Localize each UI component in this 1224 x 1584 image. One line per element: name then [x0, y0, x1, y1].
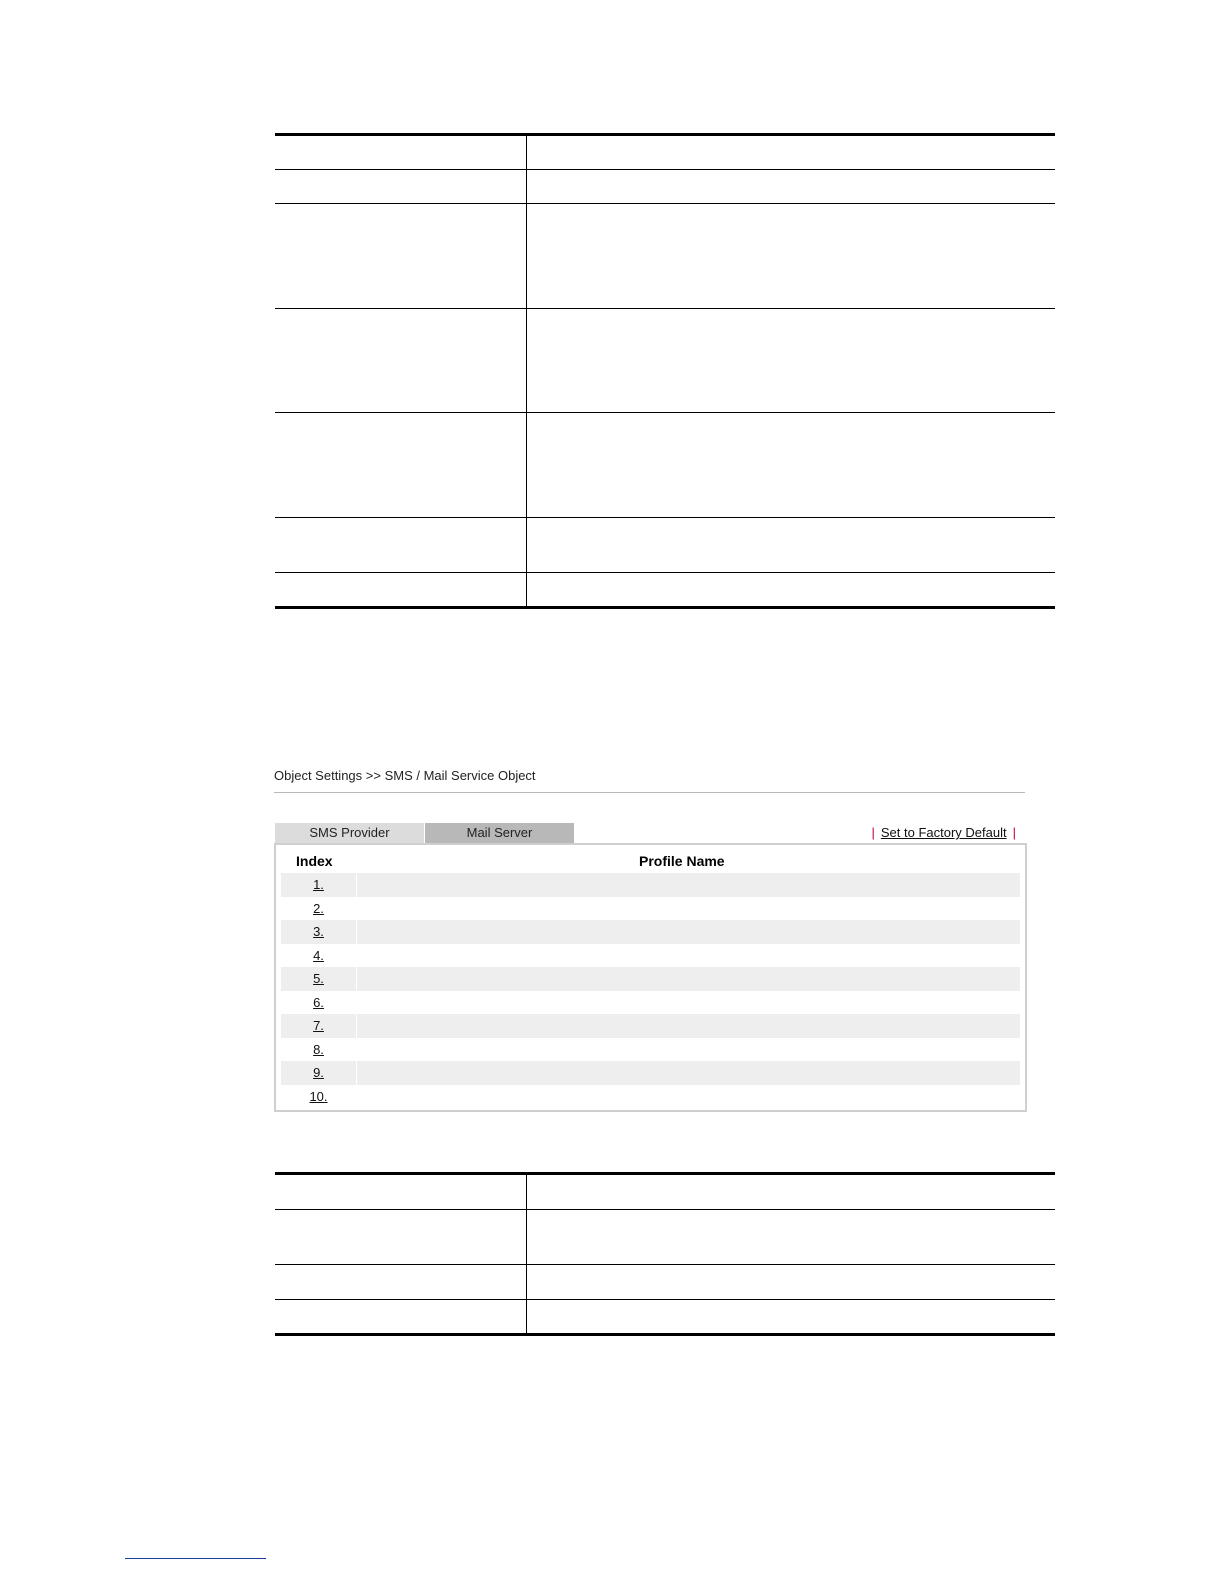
profile-index-link[interactable]: 1.	[313, 877, 324, 892]
profile-name-cell	[357, 944, 1020, 968]
breadcrumb-divider	[274, 792, 1025, 793]
table-row	[281, 1014, 1020, 1038]
profile-name-cell	[357, 991, 1020, 1015]
profile-name-cell	[357, 897, 1020, 921]
table-header	[276, 851, 1025, 873]
profile-index-link[interactable]: 10.	[309, 1088, 328, 1104]
profile-name-cell	[357, 967, 1020, 991]
table-row	[281, 967, 1020, 991]
profile-name-cell	[357, 1061, 1020, 1085]
profile-name-cell	[357, 1038, 1020, 1062]
table-row	[281, 897, 1020, 921]
column-header-index: Index	[296, 853, 333, 869]
profile-index-link[interactable]: 3.	[313, 924, 324, 939]
table-row	[281, 1038, 1020, 1062]
profile-index-link[interactable]: 6.	[313, 994, 324, 1010]
profile-index-link[interactable]: 5.	[313, 971, 324, 986]
footnote-divider	[125, 1558, 266, 1559]
table-row	[281, 944, 1020, 968]
set-to-factory-default-link[interactable]: Set to Factory Default	[880, 825, 1007, 840]
profile-name-cell	[357, 1085, 1020, 1109]
tab-sms-provider[interactable]: SMS Provider	[275, 823, 424, 843]
table-row	[281, 1085, 1020, 1109]
table-row	[281, 991, 1020, 1015]
profile-name-cell	[357, 920, 1020, 944]
profile-index-link[interactable]: 8.	[313, 1041, 324, 1057]
table-row	[281, 1061, 1020, 1085]
profile-list-panel	[274, 843, 1027, 1112]
separator: |	[871, 825, 875, 840]
profile-index-link[interactable]: 9.	[313, 1065, 324, 1080]
profile-rows	[281, 873, 1020, 1108]
profile-name-cell	[357, 1014, 1020, 1038]
table-row	[281, 920, 1020, 944]
factory-default-area	[865, 825, 1022, 840]
separator: |	[1012, 825, 1016, 840]
table-row	[281, 873, 1020, 897]
profile-index-link[interactable]: 4.	[313, 947, 324, 963]
tab-mail-server[interactable]: Mail Server	[425, 823, 574, 843]
breadcrumb: Object Settings >> SMS / Mail Service Object	[274, 768, 536, 783]
profile-index-link[interactable]: 7.	[313, 1018, 324, 1033]
profile-index-link[interactable]: 2.	[313, 900, 324, 916]
description-table-top	[275, 133, 1055, 609]
column-header-profile-name: Profile Name	[639, 853, 725, 869]
profile-name-cell	[357, 873, 1020, 897]
description-table-bottom	[275, 1172, 1055, 1336]
